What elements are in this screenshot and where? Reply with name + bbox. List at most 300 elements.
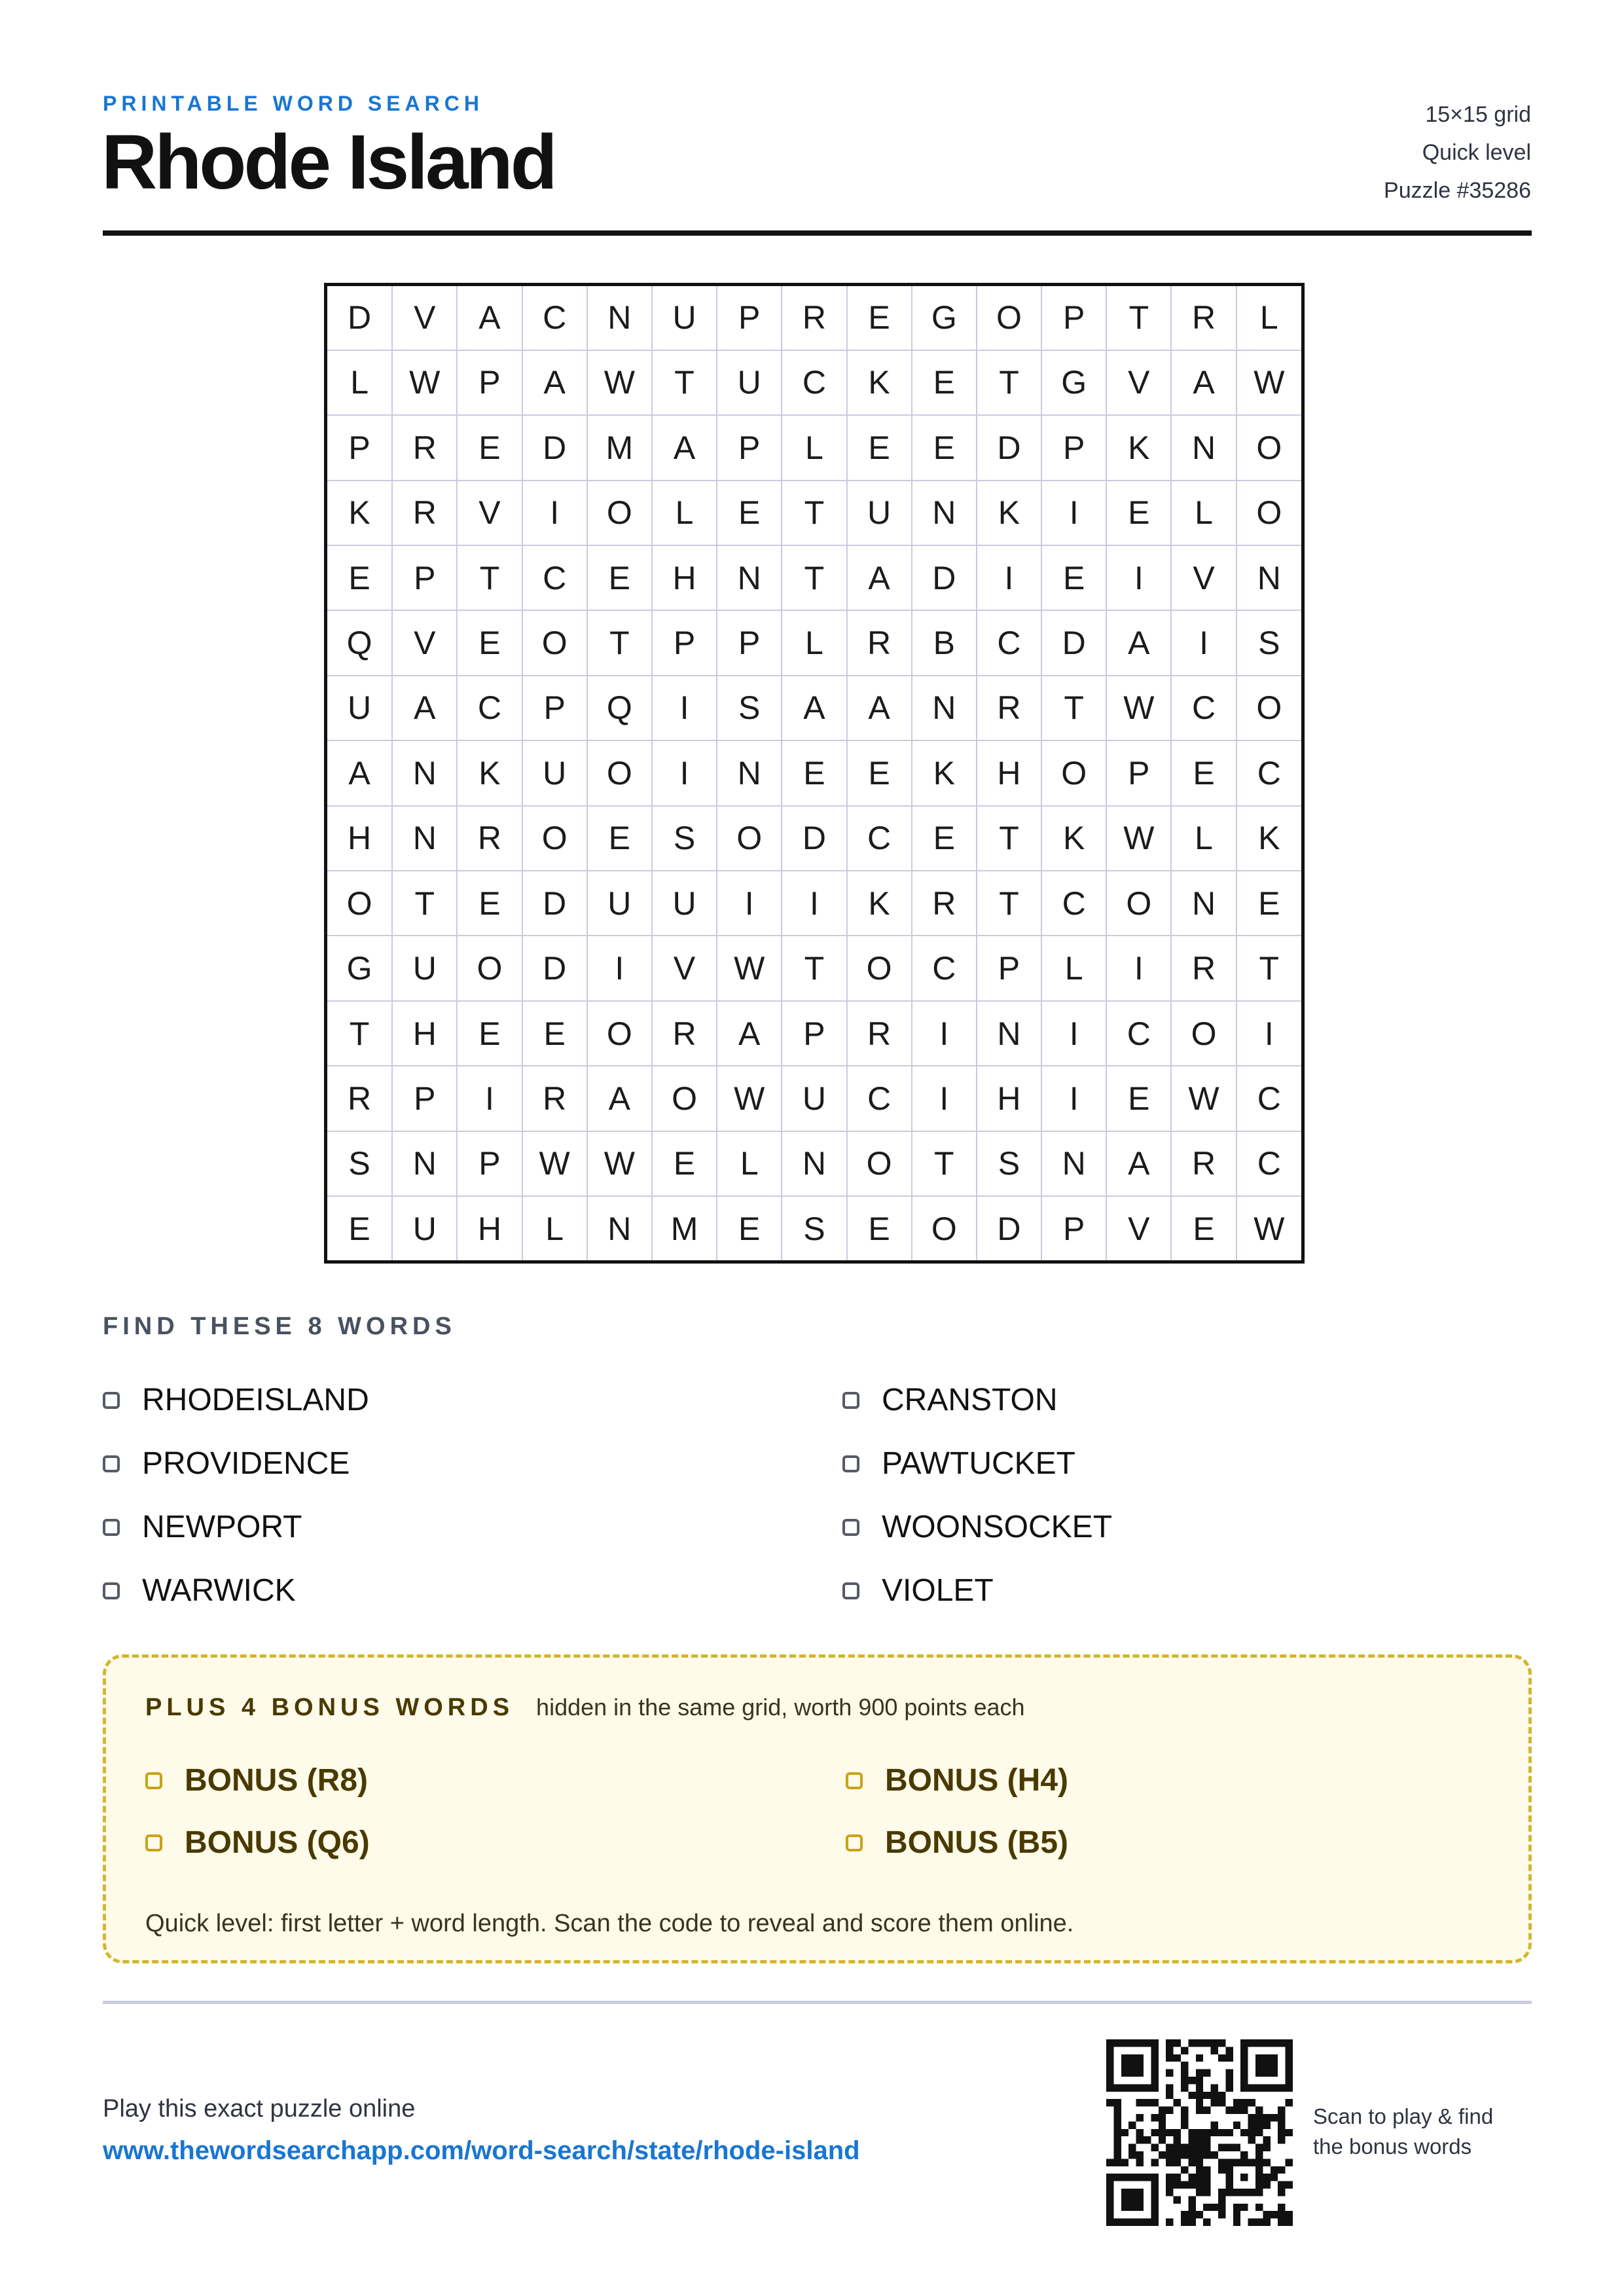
- grid-cell[interactable]: T: [392, 871, 457, 936]
- word-item[interactable]: [842, 1559, 1112, 1622]
- checkbox[interactable]: [103, 1582, 120, 1599]
- bonus-label: BONUS (R8): [185, 1763, 369, 1798]
- grid-cell[interactable]: I: [522, 481, 587, 545]
- grid-cell[interactable]: K: [327, 481, 392, 545]
- grid-cell[interactable]: E: [1171, 740, 1236, 805]
- grid-cell[interactable]: E: [717, 1196, 782, 1260]
- grid-cell[interactable]: N: [912, 676, 977, 740]
- word-list-heading: FIND THESE 8 WORDS: [103, 1313, 456, 1340]
- grid-cell[interactable]: W: [717, 936, 782, 1000]
- grid-cell[interactable]: O: [1236, 415, 1301, 480]
- grid-cell[interactable]: T: [327, 1001, 392, 1066]
- grid-cell[interactable]: L: [1236, 286, 1301, 350]
- grid-cell[interactable]: O: [1171, 1001, 1236, 1066]
- letter-grid-table: [327, 286, 1301, 1260]
- word-label: WARWICK: [142, 1573, 296, 1608]
- grid-cell[interactable]: T: [912, 1131, 977, 1196]
- grid-cell[interactable]: D: [977, 1196, 1041, 1260]
- grid-cell[interactable]: E: [912, 806, 977, 871]
- grid-cell[interactable]: A: [717, 1001, 782, 1066]
- grid-row: [327, 936, 1301, 1000]
- grid-cell[interactable]: C: [1041, 871, 1106, 936]
- grid-cell[interactable]: K: [847, 871, 912, 936]
- word-item[interactable]: [103, 1368, 369, 1432]
- grid-cell[interactable]: O: [1236, 676, 1301, 740]
- grid-cell[interactable]: I: [1041, 481, 1106, 545]
- grid-cell[interactable]: W: [392, 350, 457, 415]
- grid-cell[interactable]: R: [782, 286, 846, 350]
- grid-cell[interactable]: T: [652, 350, 717, 415]
- grid-cell[interactable]: C: [847, 806, 912, 871]
- grid-cell[interactable]: O: [522, 610, 587, 675]
- grid-cell[interactable]: Q: [327, 610, 392, 675]
- grid-cell[interactable]: P: [392, 545, 457, 610]
- grid-cell[interactable]: I: [717, 871, 782, 936]
- grid-cell[interactable]: C: [847, 1066, 912, 1131]
- grid-cell[interactable]: U: [392, 1196, 457, 1260]
- grid-cell[interactable]: E: [1171, 1196, 1236, 1260]
- grid-cell[interactable]: W: [1106, 806, 1171, 871]
- letter-grid: [324, 283, 1305, 1264]
- grid-cell[interactable]: P: [1106, 740, 1171, 805]
- grid-cell[interactable]: W: [587, 350, 652, 415]
- grid-cell[interactable]: P: [1041, 1196, 1106, 1260]
- grid-cell[interactable]: R: [392, 415, 457, 480]
- grid-cell[interactable]: A: [327, 740, 392, 805]
- grid-cell[interactable]: K: [912, 740, 977, 805]
- grid-cell[interactable]: V: [457, 481, 522, 545]
- grid-cell[interactable]: K: [1041, 806, 1106, 871]
- grid-cell[interactable]: O: [652, 1066, 717, 1131]
- grid-cell[interactable]: P: [652, 610, 717, 675]
- grid-cell[interactable]: E: [1106, 1066, 1171, 1131]
- grid-cell[interactable]: S: [717, 676, 782, 740]
- word-label: PAWTUCKET: [882, 1446, 1075, 1481]
- grid-cell[interactable]: R: [1171, 286, 1236, 350]
- grid-cell[interactable]: U: [782, 1066, 846, 1131]
- word-label: CRANSTON: [882, 1383, 1058, 1417]
- word-list-column-1: [103, 1368, 369, 1622]
- grid-cell[interactable]: O: [1106, 871, 1171, 936]
- grid-cell[interactable]: R: [847, 610, 912, 675]
- grid-row: [327, 610, 1301, 675]
- grid-cell[interactable]: A: [782, 676, 846, 740]
- difficulty-level: Quick level: [1422, 140, 1531, 165]
- grid-cell[interactable]: S: [1236, 610, 1301, 675]
- grid-row: [327, 1131, 1301, 1196]
- bonus-note: Quick level: first letter + word length. Scan the code to reveal and score them online.: [145, 1910, 1074, 1937]
- grid-cell[interactable]: I: [1171, 610, 1236, 675]
- grid-cell[interactable]: I: [587, 936, 652, 1000]
- word-item[interactable]: [103, 1432, 369, 1495]
- checkbox[interactable]: [103, 1519, 120, 1536]
- grid-row: [327, 545, 1301, 610]
- header-divider: [103, 230, 1532, 236]
- grid-cell[interactable]: T: [1236, 936, 1301, 1000]
- grid-cell[interactable]: A: [1106, 1131, 1171, 1196]
- grid-cell[interactable]: L: [717, 1131, 782, 1196]
- grid-cell[interactable]: E: [847, 415, 912, 480]
- grid-cell[interactable]: R: [1171, 936, 1236, 1000]
- grid-cell[interactable]: W: [1236, 1196, 1301, 1260]
- grid-cell[interactable]: W: [1106, 676, 1171, 740]
- grid-cell[interactable]: O: [522, 806, 587, 871]
- grid-cell[interactable]: P: [457, 350, 522, 415]
- grid-cell[interactable]: O: [847, 1131, 912, 1196]
- bonus-header: [145, 1694, 1025, 1722]
- grid-cell[interactable]: R: [327, 1066, 392, 1131]
- word-label: VIOLET: [882, 1573, 994, 1608]
- grid-cell[interactable]: N: [392, 806, 457, 871]
- grid-cell[interactable]: P: [782, 1001, 846, 1066]
- grid-cell[interactable]: R: [457, 806, 522, 871]
- qr-note-line-1: Scan to play & find: [1313, 2104, 1494, 2128]
- grid-cell[interactable]: L: [782, 610, 846, 675]
- grid-cell[interactable]: P: [717, 286, 782, 350]
- grid-cell[interactable]: U: [392, 936, 457, 1000]
- grid-cell[interactable]: R: [392, 481, 457, 545]
- grid-cell[interactable]: S: [327, 1131, 392, 1196]
- bonus-column-1: [145, 1749, 370, 1874]
- grid-cell[interactable]: C: [1171, 676, 1236, 740]
- page-title: Rhode Island: [101, 119, 555, 206]
- grid-cell[interactable]: N: [587, 286, 652, 350]
- word-list-column-2: [842, 1368, 1112, 1622]
- grid-cell[interactable]: E: [782, 740, 846, 805]
- grid-cell[interactable]: C: [1236, 1066, 1301, 1131]
- grid-cell[interactable]: T: [457, 545, 522, 610]
- grid-cell[interactable]: O: [1041, 740, 1106, 805]
- grid-cell[interactable]: A: [457, 286, 522, 350]
- grid-cell[interactable]: W: [587, 1131, 652, 1196]
- grid-cell[interactable]: E: [1236, 871, 1301, 936]
- grid-cell[interactable]: O: [587, 740, 652, 805]
- grid-cell[interactable]: R: [1171, 1131, 1236, 1196]
- grid-cell[interactable]: H: [977, 1066, 1041, 1131]
- grid-cell[interactable]: P: [327, 415, 392, 480]
- grid-row: [327, 415, 1301, 480]
- grid-cell[interactable]: G: [327, 936, 392, 1000]
- grid-cell[interactable]: G: [912, 286, 977, 350]
- grid-cell[interactable]: E: [652, 1131, 717, 1196]
- footer-divider: [103, 2001, 1532, 2004]
- word-label: WOONSOCKET: [882, 1510, 1113, 1544]
- grid-cell[interactable]: H: [652, 545, 717, 610]
- grid-cell[interactable]: S: [977, 1131, 1041, 1196]
- grid-cell[interactable]: W: [717, 1066, 782, 1131]
- bonus-column-2: [846, 1749, 1068, 1874]
- grid-cell[interactable]: V: [392, 610, 457, 675]
- grid-cell[interactable]: R: [977, 676, 1041, 740]
- grid-cell[interactable]: Q: [587, 676, 652, 740]
- grid-cell[interactable]: L: [522, 1196, 587, 1260]
- grid-cell[interactable]: I: [977, 545, 1041, 610]
- grid-cell[interactable]: P: [522, 676, 587, 740]
- grid-cell[interactable]: A: [847, 676, 912, 740]
- grid-cell[interactable]: O: [457, 936, 522, 1000]
- qr-code-icon[interactable]: [1106, 2039, 1293, 2226]
- grid-cell[interactable]: T: [977, 350, 1041, 415]
- grid-cell[interactable]: U: [847, 481, 912, 545]
- word-item[interactable]: [103, 1559, 369, 1622]
- grid-cell[interactable]: W: [1171, 1066, 1236, 1131]
- grid-cell[interactable]: I: [457, 1066, 522, 1131]
- grid-cell[interactable]: D: [977, 415, 1041, 480]
- grid-cell[interactable]: N: [1236, 545, 1301, 610]
- bonus-panel: [103, 1654, 1532, 1963]
- kicker: PRINTABLE WORD SEARCH: [103, 92, 484, 115]
- grid-cell[interactable]: K: [977, 481, 1041, 545]
- play-online-label: Play this exact puzzle online: [103, 2095, 416, 2123]
- grid-cell[interactable]: B: [912, 610, 977, 675]
- word-label: NEWPORT: [142, 1510, 302, 1544]
- grid-cell[interactable]: E: [1041, 545, 1106, 610]
- bonus-item[interactable]: [846, 1749, 1068, 1812]
- grid-cell[interactable]: N: [1171, 415, 1236, 480]
- grid-row: [327, 1066, 1301, 1131]
- word-label: RHODEISLAND: [142, 1383, 369, 1417]
- grid-cell[interactable]: V: [1106, 1196, 1171, 1260]
- puzzle-meta: [1384, 96, 1531, 210]
- grid-cell[interactable]: T: [782, 545, 846, 610]
- grid-row: [327, 676, 1301, 740]
- grid-cell[interactable]: D: [522, 871, 587, 936]
- grid-cell[interactable]: C: [1106, 1001, 1171, 1066]
- grid-cell[interactable]: R: [522, 1066, 587, 1131]
- grid-cell[interactable]: U: [327, 676, 392, 740]
- grid-cell[interactable]: C: [977, 610, 1041, 675]
- bonus-checkbox[interactable]: [145, 1772, 162, 1789]
- word-item[interactable]: [103, 1495, 369, 1559]
- grid-cell[interactable]: D: [522, 415, 587, 480]
- bonus-label: BONUS (B5): [885, 1825, 1069, 1860]
- grid-cell[interactable]: I: [652, 740, 717, 805]
- grid-cell[interactable]: K: [847, 350, 912, 415]
- puzzle-link[interactable]: www.thewordsearchapp.com/word-search/state/rhode-island: [103, 2136, 860, 2165]
- bonus-checkbox[interactable]: [846, 1834, 863, 1851]
- bonus-title: PLUS 4 BONUS WORDS: [145, 1694, 514, 1721]
- grid-cell[interactable]: E: [912, 350, 977, 415]
- checkbox[interactable]: [842, 1582, 859, 1599]
- grid-cell[interactable]: N: [977, 1001, 1041, 1066]
- checkbox[interactable]: [103, 1392, 120, 1409]
- word-item[interactable]: [842, 1432, 1112, 1495]
- grid-cell[interactable]: K: [1106, 415, 1171, 480]
- grid-cell[interactable]: A: [847, 545, 912, 610]
- grid-cell[interactable]: D: [522, 936, 587, 1000]
- grid-cell[interactable]: P: [717, 415, 782, 480]
- checkbox[interactable]: [103, 1455, 120, 1472]
- word-label: PROVIDENCE: [142, 1446, 350, 1481]
- grid-cell[interactable]: N: [392, 1131, 457, 1196]
- grid-cell[interactable]: P: [977, 936, 1041, 1000]
- grid-cell[interactable]: C: [522, 545, 587, 610]
- grid-cell[interactable]: O: [847, 936, 912, 1000]
- grid-cell[interactable]: W: [1236, 350, 1301, 415]
- bonus-label: BONUS (Q6): [185, 1825, 370, 1860]
- grid-cell[interactable]: D: [912, 545, 977, 610]
- grid-cell[interactable]: U: [522, 740, 587, 805]
- grid-size: 15×15 grid: [1425, 102, 1531, 127]
- grid-cell[interactable]: N: [392, 740, 457, 805]
- grid-cell[interactable]: L: [652, 481, 717, 545]
- grid-cell[interactable]: O: [912, 1196, 977, 1260]
- grid-cell[interactable]: C: [1236, 740, 1301, 805]
- grid-cell[interactable]: I: [1106, 936, 1171, 1000]
- grid-cell[interactable]: A: [1106, 610, 1171, 675]
- grid-cell[interactable]: E: [327, 545, 392, 610]
- word-item[interactable]: [842, 1368, 1112, 1432]
- bonus-checkbox[interactable]: [145, 1834, 162, 1851]
- grid-cell[interactable]: C: [782, 350, 846, 415]
- grid-cell[interactable]: V: [392, 286, 457, 350]
- grid-cell[interactable]: U: [717, 350, 782, 415]
- grid-cell[interactable]: W: [522, 1131, 587, 1196]
- grid-cell[interactable]: I: [1041, 1066, 1106, 1131]
- grid-row: [327, 350, 1301, 415]
- grid-cell[interactable]: L: [327, 350, 392, 415]
- grid-cell[interactable]: I: [1041, 1001, 1106, 1066]
- grid-row: [327, 740, 1301, 805]
- grid-cell[interactable]: H: [457, 1196, 522, 1260]
- grid-cell[interactable]: K: [1236, 806, 1301, 871]
- grid-cell[interactable]: T: [782, 936, 846, 1000]
- grid-cell[interactable]: L: [1041, 936, 1106, 1000]
- grid-cell[interactable]: N: [912, 481, 977, 545]
- grid-cell[interactable]: I: [1236, 1001, 1301, 1066]
- grid-cell[interactable]: U: [652, 871, 717, 936]
- grid-cell[interactable]: N: [782, 1131, 846, 1196]
- grid-cell[interactable]: E: [847, 286, 912, 350]
- bonus-subtitle: hidden in the same grid, worth 900 points each: [536, 1694, 1025, 1721]
- grid-cell[interactable]: E: [1106, 481, 1171, 545]
- grid-cell[interactable]: V: [652, 936, 717, 1000]
- grid-cell[interactable]: A: [392, 676, 457, 740]
- grid-cell[interactable]: G: [1041, 350, 1106, 415]
- grid-cell[interactable]: A: [652, 415, 717, 480]
- grid-cell[interactable]: E: [912, 415, 977, 480]
- grid-cell[interactable]: O: [327, 871, 392, 936]
- grid-cell[interactable]: H: [392, 1001, 457, 1066]
- bonus-checkbox[interactable]: [846, 1772, 863, 1789]
- grid-cell[interactable]: O: [1236, 481, 1301, 545]
- qr-note-line-2: the bonus words: [1313, 2134, 1472, 2159]
- grid-cell[interactable]: A: [522, 350, 587, 415]
- grid-cell[interactable]: S: [652, 806, 717, 871]
- bonus-item[interactable]: [145, 1749, 370, 1812]
- grid-cell[interactable]: E: [717, 481, 782, 545]
- grid-cell[interactable]: O: [587, 481, 652, 545]
- grid-cell[interactable]: O: [587, 1001, 652, 1066]
- grid-cell[interactable]: D: [1041, 610, 1106, 675]
- grid-cell[interactable]: E: [847, 1196, 912, 1260]
- checkbox[interactable]: [842, 1519, 859, 1536]
- grid-cell[interactable]: O: [717, 806, 782, 871]
- bonus-item[interactable]: [145, 1812, 370, 1874]
- grid-cell[interactable]: D: [327, 286, 392, 350]
- grid-cell[interactable]: E: [847, 740, 912, 805]
- bonus-label: BONUS (H4): [885, 1763, 1069, 1798]
- grid-cell[interactable]: L: [782, 415, 846, 480]
- grid-cell[interactable]: C: [522, 286, 587, 350]
- grid-cell[interactable]: E: [457, 1001, 522, 1066]
- grid-cell[interactable]: K: [457, 740, 522, 805]
- grid-cell[interactable]: V: [1106, 350, 1171, 415]
- grid-cell[interactable]: C: [457, 676, 522, 740]
- grid-cell[interactable]: U: [587, 871, 652, 936]
- grid-cell[interactable]: S: [782, 1196, 846, 1260]
- grid-cell[interactable]: I: [782, 871, 846, 936]
- word-item[interactable]: [842, 1495, 1112, 1559]
- grid-cell[interactable]: P: [392, 1066, 457, 1131]
- grid-cell[interactable]: N: [717, 545, 782, 610]
- grid-cell[interactable]: I: [1106, 545, 1171, 610]
- grid-cell[interactable]: E: [587, 806, 652, 871]
- grid-cell[interactable]: R: [652, 1001, 717, 1066]
- grid-cell[interactable]: T: [1106, 286, 1171, 350]
- grid-cell[interactable]: C: [912, 936, 977, 1000]
- grid-cell[interactable]: T: [587, 610, 652, 675]
- grid-cell[interactable]: E: [327, 1196, 392, 1260]
- grid-cell[interactable]: R: [847, 1001, 912, 1066]
- grid-row: [327, 1001, 1301, 1066]
- grid-cell[interactable]: L: [1171, 481, 1236, 545]
- grid-cell[interactable]: H: [327, 806, 392, 871]
- grid-cell[interactable]: E: [457, 871, 522, 936]
- grid-cell[interactable]: N: [1041, 1131, 1106, 1196]
- grid-cell[interactable]: A: [587, 1066, 652, 1131]
- checkbox[interactable]: [842, 1392, 859, 1409]
- grid-cell[interactable]: H: [977, 740, 1041, 805]
- bonus-item[interactable]: [846, 1812, 1068, 1874]
- grid-cell[interactable]: I: [912, 1001, 977, 1066]
- grid-cell[interactable]: M: [652, 1196, 717, 1260]
- grid-cell[interactable]: P: [457, 1131, 522, 1196]
- grid-cell[interactable]: V: [1171, 545, 1236, 610]
- puzzle-number: Puzzle #35286: [1384, 178, 1531, 203]
- grid-row: [327, 1196, 1301, 1260]
- grid-cell[interactable]: L: [1171, 806, 1236, 871]
- grid-cell[interactable]: N: [1171, 871, 1236, 936]
- grid-cell[interactable]: E: [587, 545, 652, 610]
- grid-cell[interactable]: P: [1041, 286, 1106, 350]
- grid-row: [327, 481, 1301, 545]
- grid-cell[interactable]: O: [977, 286, 1041, 350]
- checkbox[interactable]: [842, 1455, 859, 1472]
- grid-cell[interactable]: D: [782, 806, 846, 871]
- grid-row: [327, 806, 1301, 871]
- grid-row: [327, 286, 1301, 350]
- grid-cell[interactable]: A: [1171, 350, 1236, 415]
- grid-cell[interactable]: T: [1041, 676, 1106, 740]
- grid-cell[interactable]: N: [717, 740, 782, 805]
- grid-cell[interactable]: T: [977, 871, 1041, 936]
- grid-cell[interactable]: T: [977, 806, 1041, 871]
- grid-cell[interactable]: P: [717, 610, 782, 675]
- grid-cell[interactable]: N: [587, 1196, 652, 1260]
- grid-cell[interactable]: T: [782, 481, 846, 545]
- grid-cell[interactable]: M: [587, 415, 652, 480]
- grid-cell[interactable]: U: [652, 286, 717, 350]
- grid-cell[interactable]: I: [912, 1066, 977, 1131]
- grid-cell[interactable]: I: [652, 676, 717, 740]
- grid-cell[interactable]: E: [457, 415, 522, 480]
- grid-cell[interactable]: R: [912, 871, 977, 936]
- grid-cell[interactable]: C: [1236, 1131, 1301, 1196]
- grid-cell[interactable]: E: [522, 1001, 587, 1066]
- grid-cell[interactable]: E: [457, 610, 522, 675]
- grid-cell[interactable]: P: [1041, 415, 1106, 480]
